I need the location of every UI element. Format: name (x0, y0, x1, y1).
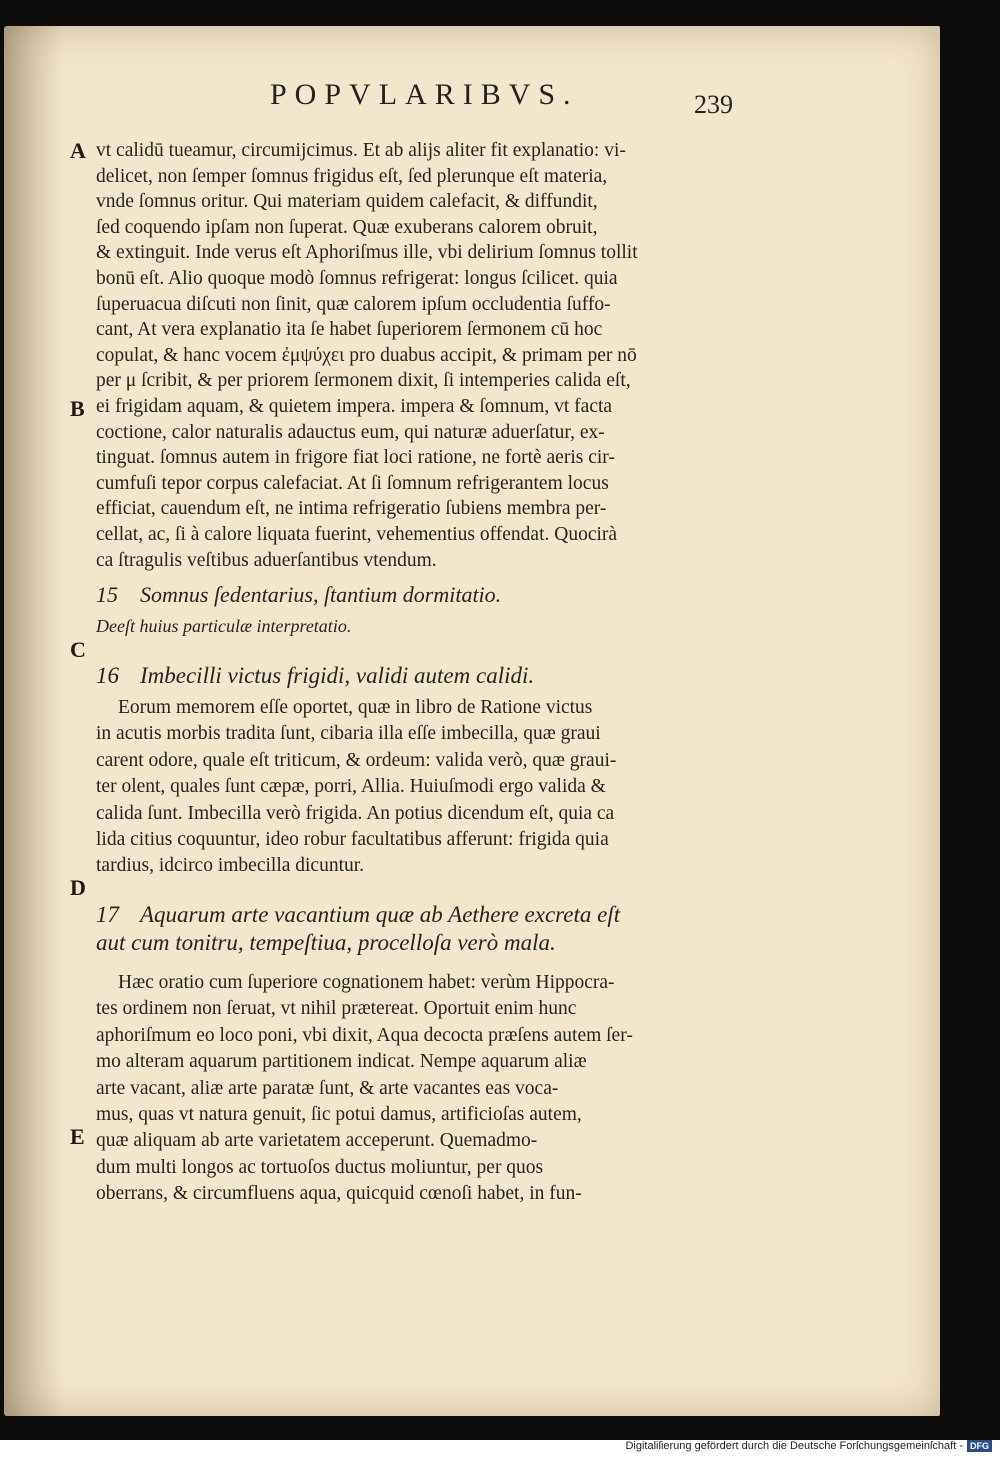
aphorism-text: aut cum tonitru, tempeſtiua, procelloſa verò mala. (96, 930, 556, 955)
text-line: & extinguit. Inde verus eſt Aphoriſmus ille, vbi delirium ſomnus tollit (96, 242, 638, 264)
text-line: ei frigidam aquam, & quietem impera. impera & ſomnum, vt facta (96, 395, 613, 417)
text-line: cellat, ac, ſi à calore liquata fuerint, vehementius offendat. Quocirà (96, 523, 618, 545)
digitization-credit (625, 1440, 992, 1452)
margin-letter-a: A (70, 138, 86, 163)
text-line: per μ ſcribit, & per priorem ſermonem dixit, ſi intemperies calida eſt, (96, 370, 631, 392)
text-line: Eorum memorem eſſe oportet, quæ in libro de Ratione victus (118, 697, 593, 718)
aphorism-17 (96, 902, 736, 956)
margin-letter-b: B (70, 396, 85, 421)
text-line: aphoriſmum eo loco poni, vbi dixit, Aqua decocta præſens autem ſer- (96, 1024, 633, 1046)
aphorism-number: 17 (96, 902, 119, 927)
text-line: carent odore, quale eſt triticum, & ordeum: valida verò, quæ graui- (96, 749, 617, 771)
aphorism-16 (96, 663, 736, 689)
aphorism-text: Imbecilli victus frigidi, validi autem calidi. (140, 663, 535, 688)
text-line: ſuperuacua diſcuti non ſinit, quæ calorem ipſum occludentia ſuffo- (96, 293, 611, 315)
aphorism-number: 16 (96, 663, 119, 688)
aphorism-number: 15 (96, 582, 118, 607)
credit-text: Digitaliſierung gefördert durch die Deutsche Forſchungsgemeinſchaft - (625, 1440, 963, 1452)
aphorism-heading (96, 902, 736, 928)
text-line: mus, quas vt natura genuit, ſic potui damus, artificioſas autem, (96, 1104, 582, 1126)
page-spine-shadow (4, 26, 64, 1416)
text-line: coctione, calor naturalis adauctus eum, qui naturæ aduerſatur, ex- (96, 421, 605, 443)
text-line: ca ſtragulis veſtibus aduerſantibus vtendum. (96, 549, 437, 571)
text-line: quæ aliquam ab arte varietatem acceperunt. Quemadmo- (96, 1130, 538, 1152)
text-line: tardius, idcirco imbecilla dicuntur. (96, 855, 365, 877)
text-line: efficiat, cauendum eſt, ne intima refrigeratio ſubiens membra per- (96, 498, 607, 520)
text-line: delicet, non ſemper ſomnus frigidus eſt, ſed plerunque eſt materia, (96, 165, 608, 187)
text-line: dum multi longos ac tortuoſos ductus moliuntur, per quos (96, 1156, 544, 1178)
page-number: 239 (694, 90, 733, 119)
text-line: tinguat. ſomnus autem in frigore fiat loci ratione, ne fortè aeris cir- (96, 447, 615, 469)
text-line: vnde ſomnus oritur. Qui materiam quidem calefacit, & diffundit, (96, 191, 598, 213)
aphorism-heading (96, 663, 736, 689)
aphorism-15 (96, 582, 736, 637)
commentary-17 (96, 970, 736, 1208)
dfg-logo: DFG (967, 1440, 992, 1452)
margin-letter-c: C (70, 637, 86, 662)
margin-letter-e: E (70, 1124, 85, 1149)
text-line: calida ſunt. Imbecilla verò frigida. An potius dicendum eſt, quia ca (96, 802, 615, 824)
text-line: vt calidū tueamur, circumijcimus. Et ab alijs aliter fit explanatio: vi- (96, 140, 626, 161)
text-line: cumfuſi tepor corpus calefaciat. At ſi ſomnum refrigerantem locus (96, 472, 609, 494)
margin-letter-d: D (70, 875, 86, 900)
commentary-16 (96, 695, 736, 880)
text-line: arte vacant, aliæ arte paratæ ſunt, & arte vacantes eas voca- (96, 1077, 559, 1099)
interpretation-note: Deeſt huius particulæ interpretatio. (96, 616, 352, 636)
running-title: POPVLARIBVS. (270, 78, 579, 111)
commentary-block-1 (96, 138, 736, 573)
text-line: copulat, & hanc vocem ἐμψύχει pro duabus accipit, & primam per nō (96, 344, 637, 366)
text-line: ter olent, quales ſunt cæpæ, porri, Allia. Huiuſmodi ergo valida & (96, 776, 606, 798)
text-line: mo alteram aquarum partitionem indicat. Nempe aquarum aliæ (96, 1051, 587, 1073)
text-line: bonū eſt. Alio quoque modò ſomnus refrigerat: longus ſcilicet. quia (96, 267, 618, 289)
text-line: in acutis morbis tradita ſunt, cibaria illa eſſe imbecilla, quæ graui (96, 723, 601, 745)
aphorism-heading (96, 582, 736, 608)
text-line: ſed coquendo ipſam non ſuperat. Quæ exuberans calorem obruit, (96, 216, 598, 238)
text-line: tes ordinem non ſeruat, vt nihil prætereat. Oportuit enim hunc (96, 998, 577, 1020)
text-line: Hæc oratio cum ſuperiore cognationem habet: verùm Hippocra- (118, 972, 615, 993)
aphorism-text: Somnus ſedentarius, ſtantium dormitatio. (140, 582, 502, 607)
text-line: lida citius coquuntur, ideo robur facultatibus afferunt: frigida quia (96, 829, 609, 851)
text-line: oberrans, & circumfluens aqua, quicquid cœnoſi habet, in fun- (96, 1183, 582, 1205)
text-line: cant, At vera explanatio ita ſe habet ſuperiorem ſermonem cū hoc (96, 319, 603, 341)
aphorism-text: Aquarum arte vacantium quæ ab Aethere excreta eſt (140, 902, 621, 927)
